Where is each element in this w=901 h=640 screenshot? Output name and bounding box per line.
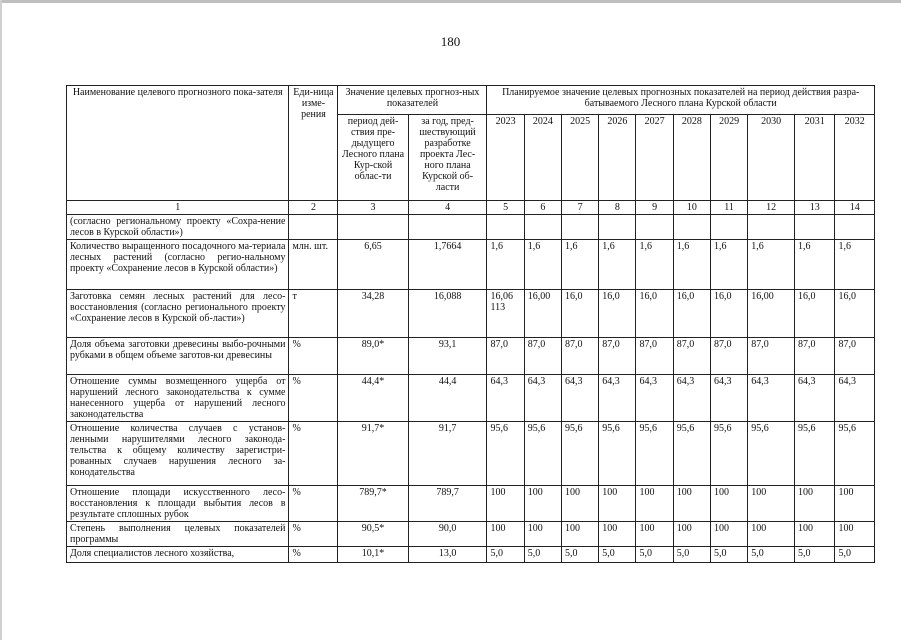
- planned-value-cell: 16,0: [599, 290, 636, 338]
- prev-year-value-cell: 93,1: [408, 338, 487, 375]
- prev-year-value-cell: 789,7: [408, 486, 487, 522]
- planned-value-cell: [599, 215, 636, 240]
- planned-value-cell: 16,00: [524, 290, 561, 338]
- planned-value-cell: 100: [524, 522, 561, 547]
- header-unit: Еди-ница изме-рения: [289, 86, 338, 201]
- planned-value-cell: 100: [795, 486, 835, 522]
- prev-period-value-cell: 91,7*: [338, 422, 408, 486]
- planned-value-cell: 16,0: [673, 290, 710, 338]
- table-row: [67, 486, 875, 522]
- column-number: 9: [636, 201, 673, 215]
- planned-value-cell: 5,0: [524, 547, 561, 563]
- prev-period-value-cell: 6,65: [338, 240, 408, 290]
- indicator-name-cell: Отношение количества случаев с установ-ленными нарушителями лесного законода-тельства к общему количеству зарегистри-рованных случаев нарушения лесного за-конодательства: [67, 422, 289, 486]
- table-row: [67, 422, 875, 486]
- planned-value-cell: [795, 215, 835, 240]
- prev-period-value-cell: 89,0*: [338, 338, 408, 375]
- planned-value-cell: 87,0: [599, 338, 636, 375]
- scan-left-edge: [0, 0, 2, 640]
- planned-value-cell: 1,6: [710, 240, 747, 290]
- header-prev-period: период дей-ствия пре-дыдущего Лесного плана Кур-ской облас-ти: [338, 115, 408, 201]
- table-row: [67, 547, 875, 563]
- prev-year-value-cell: [408, 215, 487, 240]
- planned-value-cell: 64,3: [835, 375, 875, 422]
- planned-value-cell: 5,0: [748, 547, 795, 563]
- header-year: 2024: [524, 115, 561, 201]
- planned-value-cell: 5,0: [795, 547, 835, 563]
- planned-value-cell: [524, 215, 561, 240]
- table-row: [67, 522, 875, 547]
- planned-value-cell: [710, 215, 747, 240]
- planned-value-cell: 5,0: [561, 547, 598, 563]
- planned-value-cell: 16,00: [748, 290, 795, 338]
- planned-value-cell: 100: [748, 522, 795, 547]
- header-year: 2031: [795, 115, 835, 201]
- prev-year-value-cell: 13,0: [408, 547, 487, 563]
- planned-value-cell: [561, 215, 598, 240]
- prev-year-value-cell: 91,7: [408, 422, 487, 486]
- header-year: 2032: [835, 115, 875, 201]
- column-number: 6: [524, 201, 561, 215]
- planned-value-cell: 16,0: [710, 290, 747, 338]
- table-row: [67, 240, 875, 290]
- header-year: 2026: [599, 115, 636, 201]
- planned-value-cell: 100: [710, 486, 747, 522]
- column-number: 3: [338, 201, 408, 215]
- planned-value-cell: 100: [487, 522, 524, 547]
- indicator-name-cell: Количество выращенного посадочного ма-териала лесных растений (согласно регио-нальному проекту «Сохранение лесов в Курской области»): [67, 240, 289, 290]
- planned-value-cell: 100: [636, 522, 673, 547]
- unit-cell: т: [289, 290, 338, 338]
- planned-value-cell: 87,0: [487, 338, 524, 375]
- header-indicator-name: Наименование целевого прогнозного пока-зателя: [67, 86, 289, 201]
- planned-value-cell: [487, 215, 524, 240]
- prev-period-value-cell: 10,1*: [338, 547, 408, 563]
- target-indicators-table: [66, 85, 875, 563]
- planned-value-cell: [835, 215, 875, 240]
- planned-value-cell: 95,6: [636, 422, 673, 486]
- table-row: [67, 338, 875, 375]
- planned-value-cell: 87,0: [561, 338, 598, 375]
- planned-value-cell: 95,6: [748, 422, 795, 486]
- unit-cell: %: [289, 375, 338, 422]
- planned-value-cell: 100: [835, 522, 875, 547]
- unit-cell: %: [289, 486, 338, 522]
- planned-value-cell: 1,6: [561, 240, 598, 290]
- planned-value-cell: 100: [835, 486, 875, 522]
- header-planned-group: Планируемое значение целевых прогнозных показателей на период действия разра-батываемого Лесного плана Курской области: [487, 86, 875, 115]
- planned-value-cell: 100: [673, 522, 710, 547]
- planned-value-cell: 64,3: [561, 375, 598, 422]
- column-number: 13: [795, 201, 835, 215]
- planned-value-cell: 87,0: [636, 338, 673, 375]
- planned-value-cell: 5,0: [599, 547, 636, 563]
- unit-cell: [289, 215, 338, 240]
- column-number: 8: [599, 201, 636, 215]
- column-number: 4: [408, 201, 487, 215]
- indicator-name-cell: Отношение площади искусственного лесо-восстановления к площади выбытия лесов в результате сплошных рубок: [67, 486, 289, 522]
- planned-value-cell: 100: [524, 486, 561, 522]
- planned-value-cell: 87,0: [748, 338, 795, 375]
- column-number: 2: [289, 201, 338, 215]
- unit-cell: %: [289, 547, 338, 563]
- planned-value-cell: 100: [561, 486, 598, 522]
- planned-value-cell: 95,6: [835, 422, 875, 486]
- planned-value-cell: 100: [561, 522, 598, 547]
- column-number: 12: [748, 201, 795, 215]
- indicator-name-cell: Доля специалистов лесного хозяйства,: [67, 547, 289, 563]
- column-number: 14: [835, 201, 875, 215]
- indicator-name-cell: Доля объема заготовки древесины выбо-рочными рубками в общем объеме заготов-ки древесины: [67, 338, 289, 375]
- planned-value-cell: 64,3: [636, 375, 673, 422]
- planned-value-cell: 1,6: [487, 240, 524, 290]
- planned-value-cell: 100: [599, 522, 636, 547]
- planned-value-cell: [748, 215, 795, 240]
- planned-value-cell: 1,6: [795, 240, 835, 290]
- planned-value-cell: 100: [710, 522, 747, 547]
- column-number: 5: [487, 201, 524, 215]
- indicator-name-cell: (согласно региональному проекту «Сохра-нение лесов в Курской области»): [67, 215, 289, 240]
- planned-value-cell: [636, 215, 673, 240]
- column-number: 7: [561, 201, 598, 215]
- planned-value-cell: 95,6: [673, 422, 710, 486]
- planned-value-cell: 5,0: [835, 547, 875, 563]
- planned-value-cell: 64,3: [710, 375, 747, 422]
- page-number: 180: [440, 34, 461, 49]
- header-year: 2028: [673, 115, 710, 201]
- planned-value-cell: 16,0: [795, 290, 835, 338]
- planned-value-cell: 16,0: [636, 290, 673, 338]
- planned-value-cell: 87,0: [673, 338, 710, 375]
- unit-cell: млн. шт.: [289, 240, 338, 290]
- table-row: [67, 375, 875, 422]
- prev-year-value-cell: 90,0: [408, 522, 487, 547]
- planned-value-cell: 1,6: [599, 240, 636, 290]
- planned-value-cell: 95,6: [561, 422, 598, 486]
- header-year: 2027: [636, 115, 673, 201]
- planned-value-cell: 64,3: [487, 375, 524, 422]
- planned-value-cell: 16,0: [561, 290, 598, 338]
- planned-value-cell: 87,0: [710, 338, 747, 375]
- planned-value-cell: 5,0: [673, 547, 710, 563]
- prev-period-value-cell: 44,4*: [338, 375, 408, 422]
- planned-value-cell: 5,0: [487, 547, 524, 563]
- header-year: 2029: [710, 115, 747, 201]
- planned-value-cell: 1,6: [835, 240, 875, 290]
- planned-value-cell: 100: [795, 522, 835, 547]
- scan-top-edge: [0, 0, 901, 3]
- column-number: 10: [673, 201, 710, 215]
- planned-value-cell: 1,6: [748, 240, 795, 290]
- planned-value-cell: 64,3: [524, 375, 561, 422]
- table-row: [67, 215, 875, 240]
- planned-value-cell: [673, 215, 710, 240]
- column-number: 1: [67, 201, 289, 215]
- unit-cell: %: [289, 422, 338, 486]
- indicator-name-cell: Степень выполнения целевых показателей программы: [67, 522, 289, 547]
- header-prev-year: за год, пред-шествующий разработке проекта Лес-ного плана Курской об-ласти: [408, 115, 487, 201]
- planned-value-cell: 95,6: [524, 422, 561, 486]
- unit-cell: %: [289, 338, 338, 375]
- planned-value-cell: 64,3: [599, 375, 636, 422]
- prev-period-value-cell: [338, 215, 408, 240]
- planned-value-cell: 5,0: [636, 547, 673, 563]
- header-year: 2030: [748, 115, 795, 201]
- header-year: 2023: [487, 115, 524, 201]
- planned-value-cell: 1,6: [524, 240, 561, 290]
- prev-period-value-cell: 789,7*: [338, 486, 408, 522]
- planned-value-cell: 87,0: [524, 338, 561, 375]
- prev-period-value-cell: 34,28: [338, 290, 408, 338]
- header-values-group: Значение целевых прогноз-ных показателей: [338, 86, 487, 115]
- planned-value-cell: 100: [636, 486, 673, 522]
- table-row: [67, 290, 875, 338]
- planned-value-cell: 100: [748, 486, 795, 522]
- planned-value-cell: 64,3: [748, 375, 795, 422]
- planned-value-cell: 64,3: [673, 375, 710, 422]
- indicator-name-cell: Отношение суммы возмещенного ущерба от нарушений лесного законодательства к сумме нанесенного ущерба от нарушений лесного законодательства: [67, 375, 289, 422]
- planned-value-cell: 1,6: [636, 240, 673, 290]
- planned-value-cell: 87,0: [795, 338, 835, 375]
- planned-value-cell: 95,6: [487, 422, 524, 486]
- planned-value-cell: 1,6: [673, 240, 710, 290]
- planned-value-cell: 95,6: [795, 422, 835, 486]
- planned-value-cell: 5,0: [710, 547, 747, 563]
- unit-cell: %: [289, 522, 338, 547]
- planned-value-cell: 100: [487, 486, 524, 522]
- planned-value-cell: 16,06 113: [487, 290, 524, 338]
- planned-value-cell: 95,6: [710, 422, 747, 486]
- planned-value-cell: 100: [599, 486, 636, 522]
- prev-period-value-cell: 90,5*: [338, 522, 408, 547]
- header-year: 2025: [561, 115, 598, 201]
- planned-value-cell: 64,3: [795, 375, 835, 422]
- prev-year-value-cell: 16,088: [408, 290, 487, 338]
- prev-year-value-cell: 1,7664: [408, 240, 487, 290]
- indicator-name-cell: Заготовка семян лесных растений для лесо-восстановления (согласно регионального проекту «Сохранение лесов в Курской об-ласти»): [67, 290, 289, 338]
- planned-value-cell: 95,6: [599, 422, 636, 486]
- planned-value-cell: 100: [673, 486, 710, 522]
- prev-year-value-cell: 44,4: [408, 375, 487, 422]
- planned-value-cell: 87,0: [835, 338, 875, 375]
- column-number: 11: [710, 201, 747, 215]
- planned-value-cell: 16,0: [835, 290, 875, 338]
